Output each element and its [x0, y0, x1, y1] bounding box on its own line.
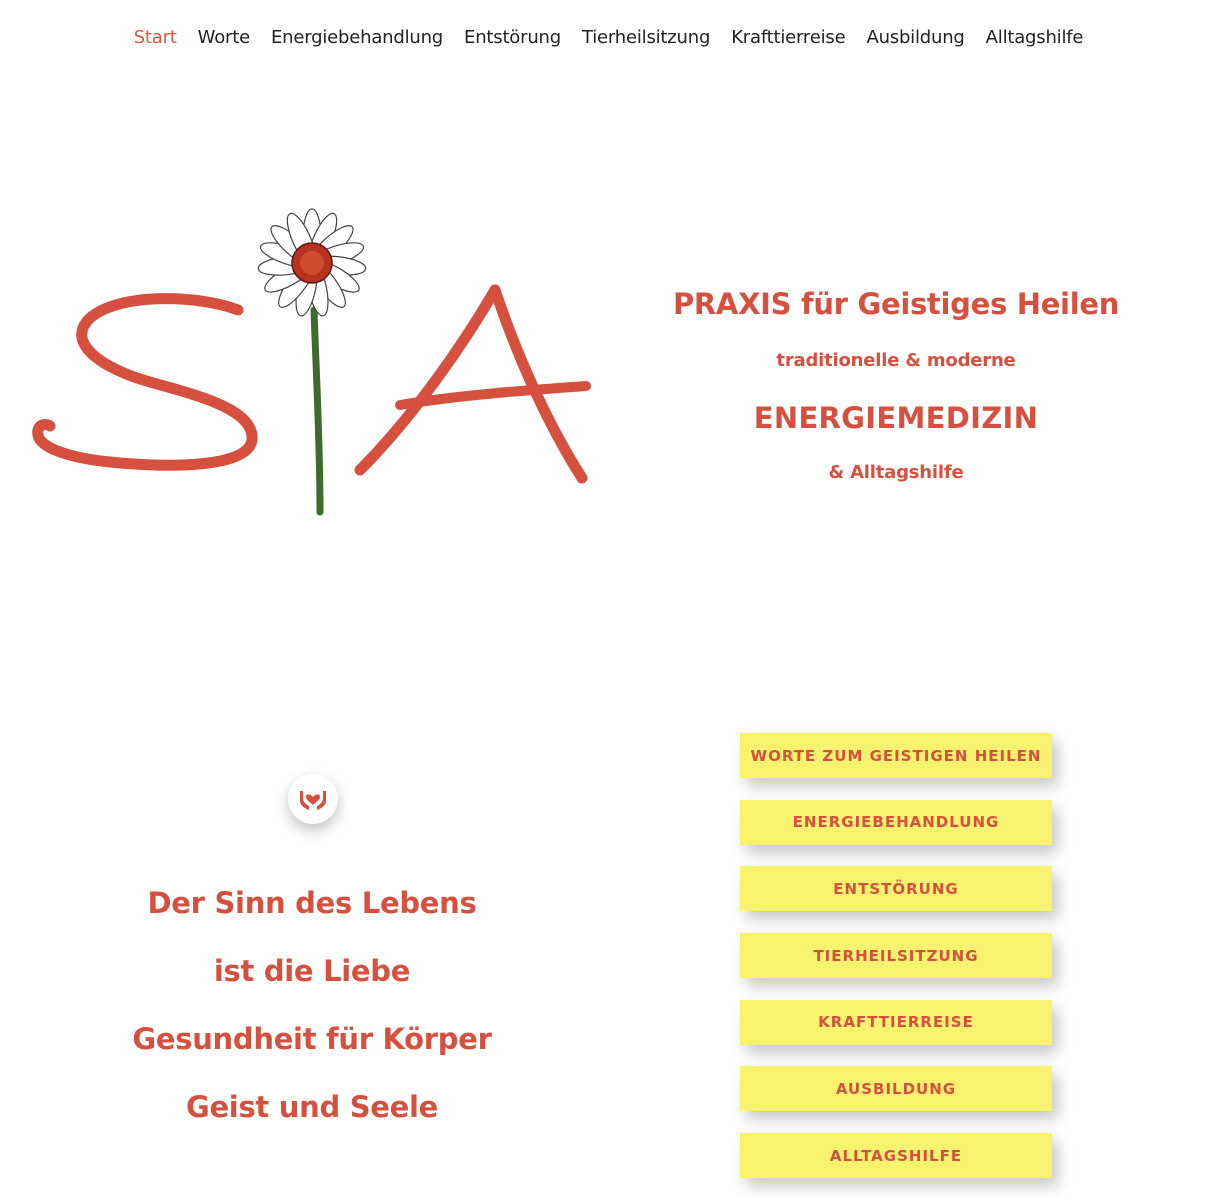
logo-flower-stem	[314, 310, 320, 512]
krafttierreise-button[interactable]: KRAFTTIERREISE	[740, 1000, 1052, 1045]
heart-hands-badge	[288, 774, 338, 824]
sia-logo	[30, 200, 600, 520]
hero-title: PRAXIS für Geistiges Heilen	[672, 287, 1120, 321]
nav-item-alltagshilfe[interactable]: Alltagshilfe	[985, 27, 1084, 48]
hero-tagline: & Alltagshilfe	[828, 462, 964, 483]
heart-in-hands-icon	[298, 785, 328, 813]
entstoerung-button[interactable]: ENTSTÖRUNG	[740, 866, 1052, 911]
alltagshilfe-button[interactable]: ALLTAGSHILFE	[740, 1133, 1052, 1178]
quote-block	[62, 876, 562, 1148]
main-nav	[0, 22, 1217, 54]
nav-item-worte[interactable]: Worte	[197, 27, 250, 48]
quote-line: Gesundheit für Körper	[132, 1022, 492, 1056]
nav-item-entstoerung[interactable]: Entstörung	[464, 27, 561, 48]
daisy-flower-icon	[257, 209, 366, 318]
hero-subtitle: traditionelle & moderne	[776, 350, 1016, 371]
quote-line: ist die Liebe	[213, 954, 411, 988]
nav-item-energiebehandlung[interactable]: Energiebehandlung	[270, 27, 444, 48]
hero-headline: ENERGIEMEDIZIN	[753, 401, 1039, 435]
nav-item-ausbildung[interactable]: Ausbildung	[866, 27, 965, 48]
nav-item-tierheilsitzung[interactable]: Tierheilsitzung	[581, 27, 711, 48]
ausbildung-button[interactable]: AUSBILDUNG	[740, 1066, 1052, 1111]
nav-item-start[interactable]: Start	[133, 27, 177, 48]
energiebehandlung-button[interactable]: ENERGIEBEHANDLUNG	[740, 800, 1052, 845]
hero-text	[620, 280, 1172, 488]
quote-line: Der Sinn des Lebens	[147, 886, 477, 920]
tierheilsitzung-button[interactable]: TIERHEILSITZUNG	[740, 933, 1052, 978]
service-buttons	[740, 733, 1054, 1200]
nav-item-krafttierreise[interactable]: Krafttierreise	[731, 27, 846, 48]
quote-line: Geist und Seele	[185, 1090, 439, 1124]
logo-letter-s	[38, 299, 252, 466]
logo-letter-a-left	[360, 290, 495, 470]
worte-button[interactable]: WORTE ZUM GEISTIGEN HEILEN	[740, 733, 1052, 778]
